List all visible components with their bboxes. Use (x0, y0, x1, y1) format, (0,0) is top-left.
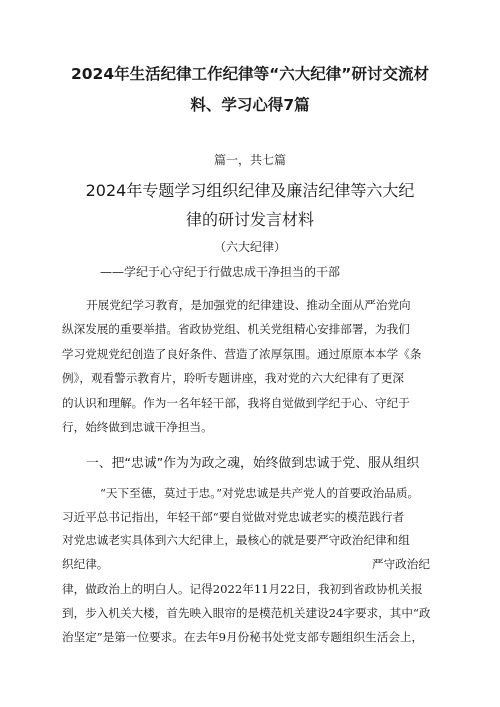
document-title-line-1: 2024年生活纪律工作纪律等“六大纪律”研讨交流材 (70, 65, 429, 83)
section-line: 习近平总书记指出，年轻干部“要自觉做对党忠诚老实的模范践行者 (62, 510, 405, 524)
intro-line: 的认识和理解。作为一名年轻干部，我将自觉做到学纪于心、守纪于 (62, 396, 410, 410)
section-line: 织纪律。 (62, 557, 109, 571)
section-line: 严守政治纪 (372, 557, 430, 571)
byline: ——学纪于心守纪于行做忠成干净担当的干部 (100, 265, 341, 279)
intro-line: 行，始终做到忠诚干净担当。 (62, 420, 213, 434)
intro-line: 例》，观看警示教育片，聆听专题讲座，我对党的六大纪律有了更深 (62, 371, 405, 385)
section-line: 到，步入机关大楼，首先映入眼帘的是模范机关建设24字要求，其中“政 (62, 606, 431, 620)
section-line: 对党忠诚老实具体到六大纪律上，最核心的就是要严守政治纪律和组 (62, 533, 410, 547)
intro-line: 纵深发展的重要举措。省政协党组、机关党组精心安排部署，为我们 (62, 322, 410, 336)
chapter-label: 篇一，共七篇 (213, 153, 286, 167)
section-line: “天下至德，莫过于忠。”对党忠诚是共产党人的首要政治品质。 (100, 486, 420, 500)
section-line: 治坚定”是第一位要求。在去年9月份秘书处党支部专题组织生活会上， (62, 630, 424, 644)
article-tag: （六大纪律） (213, 240, 286, 254)
article-title-line-2: 律的研讨发言材料 (185, 210, 314, 229)
section-heading: 一、把“忠诚”作为为政之魂，始终做到忠诚于党、服从组织 (86, 456, 420, 471)
document-title-line-2: 料、学习心得7篇 (190, 96, 310, 114)
section-line: 律，做政治上的明白人。记得2022年11月22日，我初到省政协机关报 (62, 582, 423, 596)
intro-line: 学习党规党纪创造了良好条件、营造了浓厚氛围。通过原原本本学《条 (62, 347, 422, 361)
article-title-line-1: 2024年专题学习组织纪律及廉洁纪律等六大纪 (85, 181, 415, 200)
intro-line: 开展党纪学习教育，是加强党的纪律建设、推动全面从严治党向 (86, 298, 411, 312)
